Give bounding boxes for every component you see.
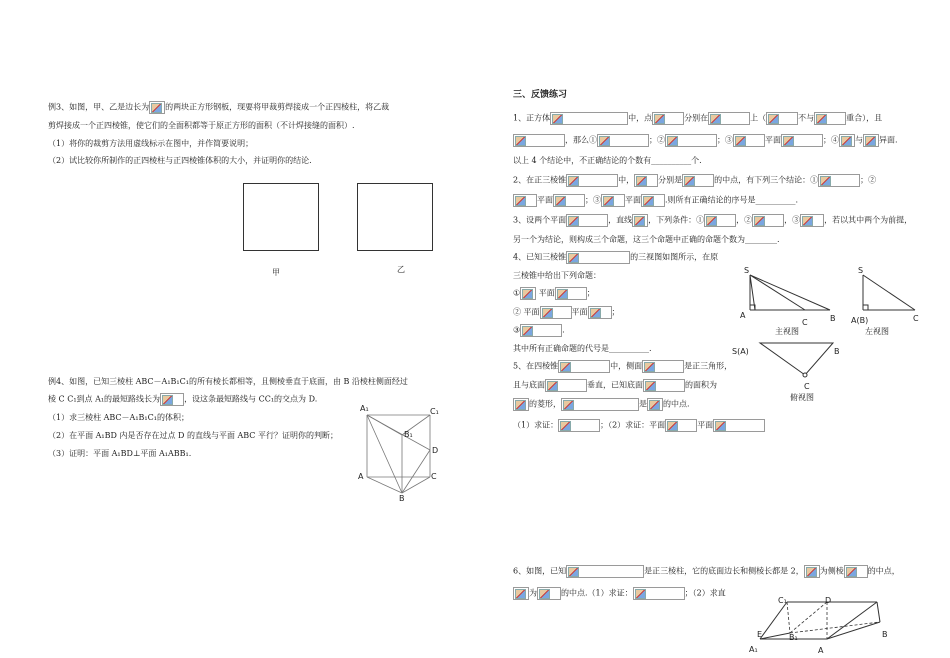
p5-line2: 且与底面 垂直，已知底面 的面积为 bbox=[513, 379, 717, 392]
p6-line1: 6、如图，已知 是正三棱柱，它的底面边长和侧棱长都是 2， 为侧棱 的中点， bbox=[513, 565, 900, 578]
formula-image bbox=[601, 194, 625, 207]
formula-image bbox=[665, 419, 697, 432]
p5-line1: 5、在四棱锥 中，侧面 是正三角形， bbox=[513, 360, 732, 373]
formula-image bbox=[632, 214, 648, 227]
formula-image bbox=[766, 112, 798, 125]
front-view-c: C bbox=[802, 318, 808, 327]
formula-image bbox=[513, 398, 529, 411]
p2-line1: 2、在正三棱锥 中， 分别是 的中点，有下列三个结论：① ；② bbox=[513, 174, 876, 187]
formula-image bbox=[863, 134, 879, 147]
top-view-caption: 俯视图 bbox=[790, 393, 814, 402]
formula-image bbox=[642, 360, 684, 373]
fig-label-b: B bbox=[399, 494, 405, 503]
p6-fig-b1: B₁ bbox=[789, 633, 798, 642]
ex4-line2: 棱 C C₁到点 A₁的最短路线长为 ，设这条最短路线与 CC₁的交点为 D. bbox=[48, 393, 317, 406]
formula-image bbox=[561, 398, 639, 411]
formula-image bbox=[540, 306, 572, 319]
formula-image bbox=[704, 214, 736, 227]
formula-image bbox=[520, 324, 562, 337]
formula-image bbox=[550, 112, 628, 125]
ex4-line1: 例4、如图，已知三棱柱 ABC－A₁B₁C₁的所有棱长都相等，且侧棱垂直于底面，由 B 沿棱柱侧面经过 bbox=[48, 377, 408, 386]
side-view-caption: 左视图 bbox=[865, 327, 889, 336]
fig-label-b1: B₁ bbox=[404, 430, 413, 439]
formula-image bbox=[558, 360, 610, 373]
square-yi bbox=[357, 183, 433, 251]
formula-image bbox=[713, 419, 765, 432]
p6-fig-e: E bbox=[757, 630, 763, 639]
p6-line2: 为 的中点.（1）求证： ；（2）求直 bbox=[513, 587, 726, 600]
p6-fig-c1: C₁ bbox=[778, 596, 787, 605]
p1-line3: 以上 4 个结论中，不正确结论的个数有__________个. bbox=[513, 156, 702, 165]
formula-image bbox=[708, 112, 750, 125]
formula-image bbox=[520, 287, 536, 300]
ex4-q3: （3）证明：平面 A₁BD⊥平面 A₁ABB₁. bbox=[48, 449, 192, 458]
formula-image bbox=[804, 565, 820, 578]
section-heading: 三、反馈练习 bbox=[513, 90, 568, 100]
formula-image bbox=[558, 419, 600, 432]
formula-image bbox=[633, 587, 685, 600]
formula-image bbox=[643, 379, 685, 392]
ex4-q1: （1）求三棱柱 ABC－A₁B₁C₁的体积； bbox=[48, 413, 189, 422]
formula-image bbox=[641, 194, 665, 207]
label-yi: 乙 bbox=[397, 265, 405, 274]
formula-image bbox=[555, 287, 587, 300]
formula-image bbox=[652, 112, 684, 125]
p5-line3: 的菱形， 是 的中点. bbox=[513, 398, 690, 411]
formula-image bbox=[553, 194, 585, 207]
formula-image bbox=[566, 565, 644, 578]
side-view-s: S bbox=[858, 266, 864, 275]
p4-line5: ③ . bbox=[513, 324, 565, 337]
p6-fig-a: A bbox=[818, 646, 824, 655]
formula-image bbox=[647, 398, 663, 411]
front-view-a: A bbox=[740, 311, 746, 320]
formula-image bbox=[160, 393, 184, 406]
formula-image bbox=[566, 214, 608, 227]
ex3-q2: （2）试比较你所制作的正四棱柱与正四棱锥体积的大小，并证明你的结论. bbox=[48, 156, 312, 165]
label-jia: 甲 bbox=[272, 268, 280, 277]
front-view-b: B bbox=[830, 314, 836, 323]
p6-fig-a1: A₁ bbox=[749, 645, 758, 654]
formula-image bbox=[634, 174, 658, 187]
p5-line4: （1）求证： ；（2）求证：平面 平面 bbox=[513, 419, 765, 432]
ex4-q2: （2）在平面 A₁BD 内是否存在过点 D 的直线与平面 ABC 平行？证明你的判断； bbox=[48, 431, 338, 440]
formula-image bbox=[597, 134, 649, 147]
formula-image bbox=[513, 587, 529, 600]
formula-image bbox=[781, 134, 823, 147]
fig-label-c: C bbox=[431, 472, 437, 481]
p4-line2: 三棱锥中给出下列命题： bbox=[513, 271, 601, 280]
side-view-c: C bbox=[913, 314, 919, 323]
formula-image bbox=[149, 101, 165, 114]
p4-line1: 4、已知三棱锥 的三视图如图所示，在原 bbox=[513, 251, 718, 264]
square-jia bbox=[243, 183, 319, 251]
side-view-ab: A(B) bbox=[851, 316, 869, 325]
top-view-sa: S(A) bbox=[732, 347, 749, 356]
p3-line2: 另一个为结论，则构成三个命题，这三个命题中正确的命题个数为________. bbox=[513, 235, 780, 244]
formula-image bbox=[682, 174, 714, 187]
fig-label-c1: C₁ bbox=[430, 407, 439, 416]
p1-line2: ，那么① ；② ；③ 平面 ；④ 与 异面. bbox=[513, 134, 898, 147]
formula-image bbox=[513, 194, 537, 207]
formula-image bbox=[545, 379, 587, 392]
p2-line2: 平面 ；③ 平面 .则所有正确结论的序号是__________. bbox=[513, 194, 798, 207]
fig-label-a1: A₁ bbox=[360, 404, 369, 413]
fig-label-a: A bbox=[358, 472, 364, 481]
p4-line6: 其中所有正确命题的代号是__________. bbox=[513, 344, 652, 353]
formula-image bbox=[818, 174, 860, 187]
formula-image bbox=[566, 174, 618, 187]
top-view-c: C bbox=[804, 382, 810, 391]
top-view-b: B bbox=[834, 347, 840, 356]
ex3-line2: 剪焊接成一个正四棱锥，使它们的全面积都等于原正方形的面积（不计焊接缝的面积）. bbox=[48, 121, 355, 130]
formula-image bbox=[839, 134, 855, 147]
p4-line3: ① 平面 ； bbox=[513, 287, 595, 300]
front-view-s: S bbox=[744, 266, 750, 275]
formula-image bbox=[844, 565, 868, 578]
formula-image bbox=[814, 112, 846, 125]
formula-image bbox=[800, 214, 824, 227]
p3-line1: 3、设两个平面 ，直线 ，下列条件：① ，② ，③ ，若以其中两个为前提， bbox=[513, 214, 912, 227]
prism-figure bbox=[355, 405, 450, 505]
formula-image bbox=[733, 134, 765, 147]
fig-label-d: D bbox=[432, 446, 439, 455]
p4-line4: ② 平面 平面 ； bbox=[513, 306, 620, 319]
p6-fig-d: D bbox=[825, 596, 832, 605]
p6-fig-b: B bbox=[882, 630, 888, 639]
ex3-line1: 例3、如图，甲、乙是边长为 的两块正方形钢板，现要将甲裁剪焊接成一个正四棱柱，将乙裁 bbox=[48, 101, 389, 114]
formula-image bbox=[752, 214, 784, 227]
three-views-figure bbox=[735, 265, 925, 395]
formula-image bbox=[665, 134, 717, 147]
formula-image bbox=[537, 587, 561, 600]
p1-line1: 1、正方体 中，点 分别在 上（ 不与 重合），且 bbox=[513, 112, 882, 125]
ex3-q1: （1）将你的裁剪方法用虚线标示在图中，并作简要说明； bbox=[48, 139, 254, 148]
front-view-caption: 主视图 bbox=[775, 327, 799, 336]
formula-image bbox=[588, 306, 612, 319]
formula-image bbox=[566, 251, 630, 264]
formula-image bbox=[513, 134, 565, 147]
